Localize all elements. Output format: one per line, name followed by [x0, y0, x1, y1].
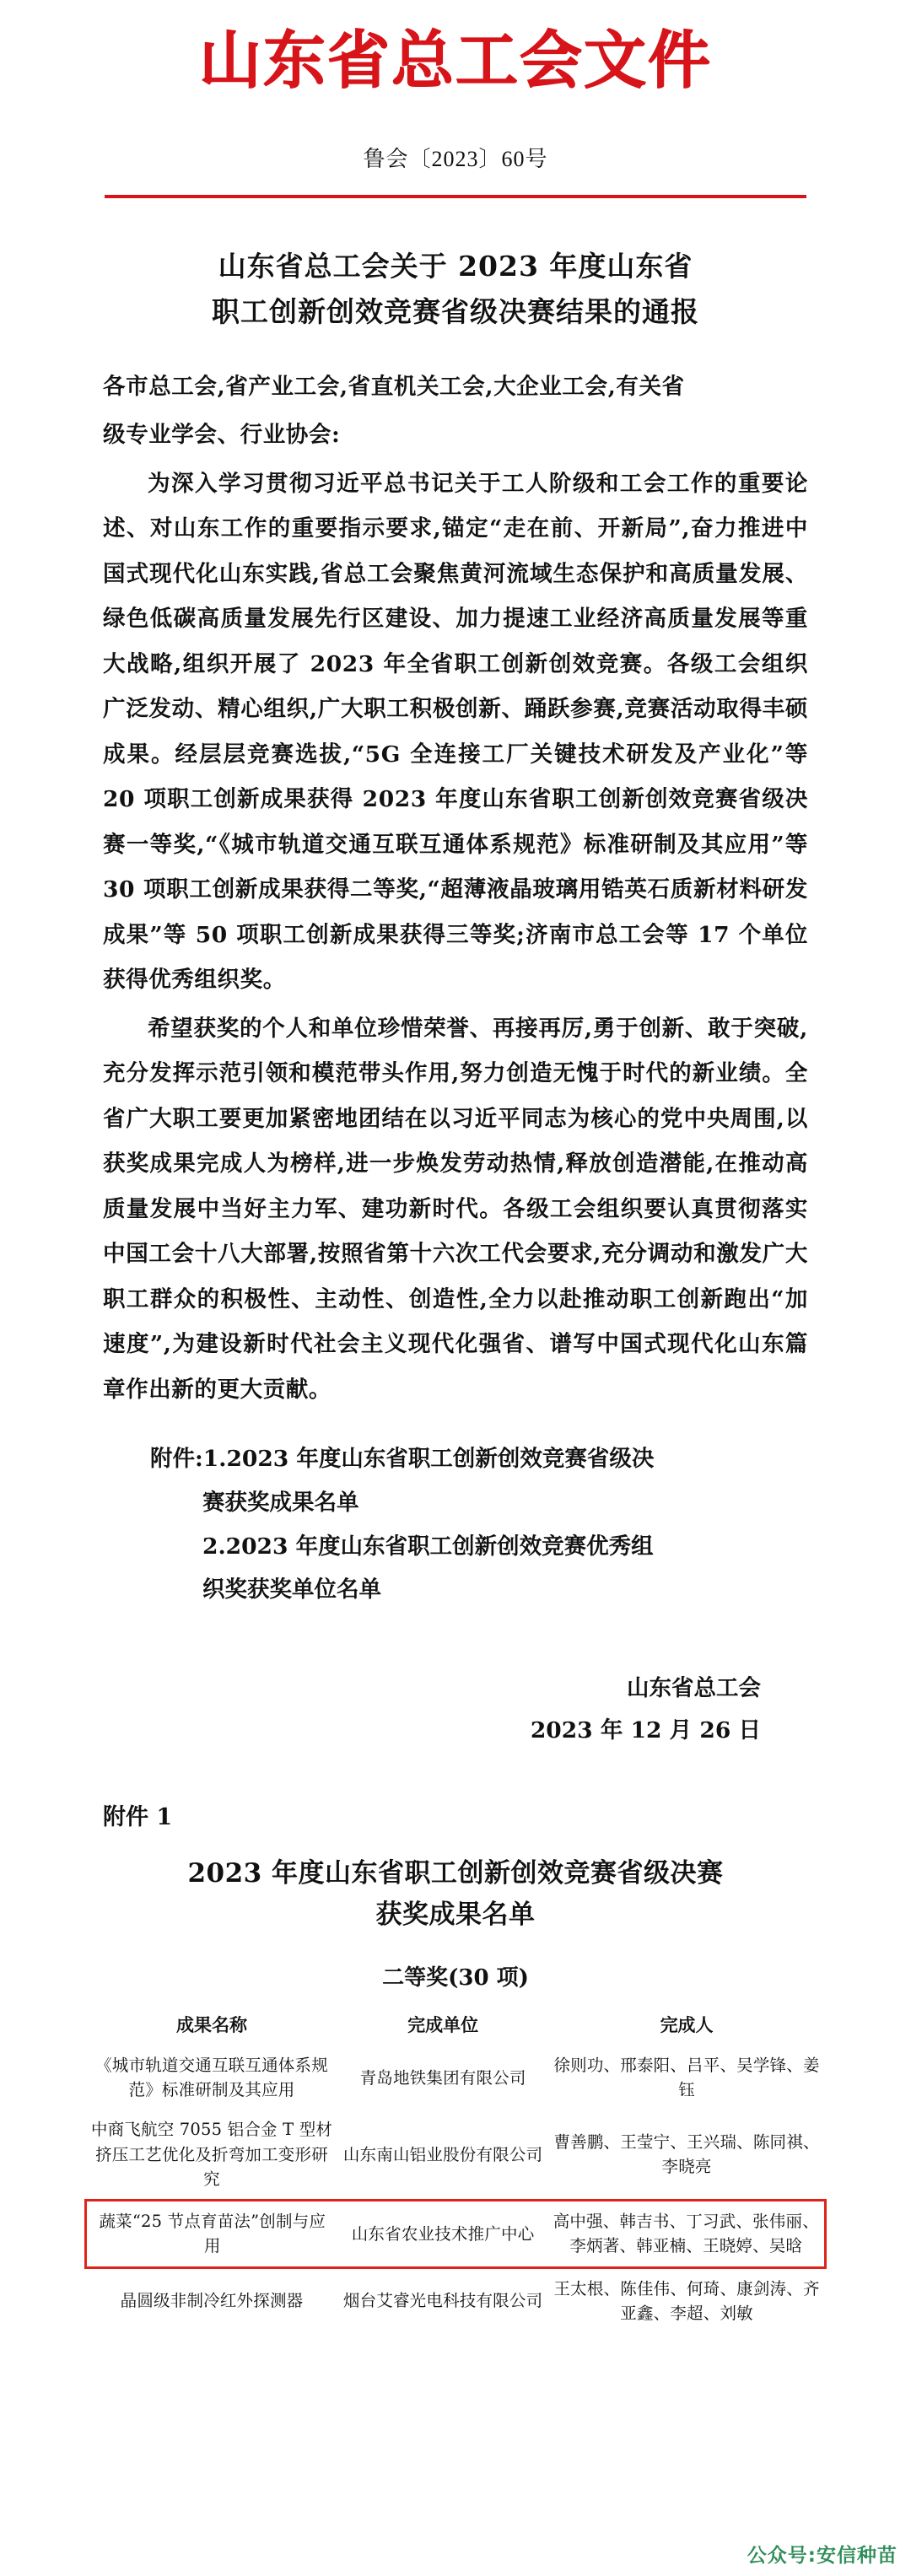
cell-result-unit: 山东南山铝业股份有限公司 [342, 2144, 543, 2164]
page-title [135, 244, 776, 336]
signature-date: 2023 年 12 月 26 日 [530, 1717, 761, 1744]
document-number: 鲁会〔2023〕60号 [363, 146, 548, 171]
masthead [0, 0, 911, 97]
masthead-title: 山东省总工会文件 [199, 24, 712, 97]
cell-result-people: 曹善鹏、王莹宁、王兴瑞、陈同祺、李晓亮 [553, 2132, 820, 2177]
results-table [84, 2005, 827, 2333]
column-header-people: 完成人 [660, 2013, 714, 2035]
table-row [86, 2045, 826, 2110]
attachment-title-line-1: 2023 年度山东省职工创新创效竞赛省级决赛 [187, 1857, 724, 1889]
page-title-line-1: 山东省总工会关于 2023 年度山东省 [218, 249, 693, 283]
attachment-reference-2: 2.2023 年度山东省职工创新创效竞赛优秀组 [202, 1533, 654, 1560]
cell-result-people: 王太根、陈佳伟、何琦、康剑涛、齐亚鑫、李超、刘敏 [553, 2278, 820, 2323]
table-row [86, 2110, 826, 2200]
table-row-highlighted [86, 2201, 826, 2268]
red-divider-rule [105, 195, 806, 198]
page-title-line-2: 职工创新创效竞赛省级决赛结果的通报 [212, 295, 699, 329]
cell-result-people: 高中强、韩吉书、丁习武、张伟丽、李炳著、韩亚楠、王晓婷、吴晗 [548, 2201, 826, 2268]
cell-result-unit: 青岛地铁集团有限公司 [359, 2067, 526, 2088]
signature-organization: 山东省总工会 [627, 1675, 761, 1702]
table-row [86, 2267, 826, 2333]
document-body [103, 336, 808, 1753]
attachment-title-line-2: 获奖成果名单 [375, 1900, 536, 1931]
watermark [747, 2540, 898, 2568]
watermark-text: 公众号:安信种苗 [747, 2545, 898, 2567]
attachment-reference-1-cont: 赛获奖成果名单 [202, 1490, 359, 1517]
cell-result-name: 蔬菜“25 节点育苗法”创制与应用 [86, 2201, 338, 2268]
table-header-row [86, 2005, 826, 2045]
cell-result-people: 徐则功、邢泰阳、吕平、吴学锋、姜钰 [553, 2055, 820, 2100]
cell-result-unit: 烟台艾睿光电科技有限公司 [342, 2291, 543, 2311]
cell-result-name: 《城市轨道交通互联互通体系规范》标准研制及其应用 [95, 2055, 328, 2100]
attachment-title [84, 1853, 827, 1937]
signature-block [103, 1668, 808, 1753]
cell-result-unit: 山东省农业技术推广中心 [338, 2201, 548, 2268]
cell-result-name: 中商飞航空 7055 铝合金 T 型材挤压工艺优化及折弯加工变形研究 [90, 2120, 333, 2189]
award-level-heading: 二等奖(30 项) [382, 1964, 529, 1991]
column-header-unit: 完成单位 [407, 2013, 479, 2035]
attachment-reference-list [103, 1437, 808, 1612]
attachment-tag: 附件 1 [103, 1803, 173, 1830]
attachment-reference-1: 附件:1.2023 年度山东省职工创新创效竞赛省级决 [150, 1446, 655, 1473]
body-paragraph-2: 希望获奖的个人和单位珍惜荣誉、再接再厉,勇于创新、敢于突破,充分发挥示范引领和模范带头作用,努力创造无愧于时代的新业绩。全省广大职工要更加紧密地团结在以习近平同志为核心的党中央周围,以获奖成果完成人为榜样,进一步焕发劳动热情,释放创造潜能,在推动高质量发展中当好主力军、建功新时代。各级工会组织要认真贯彻落实中国工会十八大部署,按照省第十六次工代会要求,充分调动和激发广大职工群众的积极性、主动性、创造性,全力以赴推动职工创新跑出“加速度”,为建设新时代社会主义现代化强省、谱写中国式现代化山东篇章作出新的更大贡献。 [103, 1015, 808, 1403]
column-header-name: 成果名称 [176, 2013, 248, 2035]
body-paragraph-1: 为深入学习贯彻习近平总书记关于工人阶级和工会工作的重要论述、对山东工作的重要指示要求,锚定“走在前、开新局”,奋力推进中国式现代化山东实践,省总工会聚焦黄河流域生态保护和高质量发展、绿色低碳高质量发展先行区建设、加力提速工业经济高质量发展等重大战略,组织开展了 2023 年全省职工创新创效竞赛。各级工会组织广泛发动、精心组织,广大职工积极创新、踊跃参赛,竞赛活动取得丰硕成果。经层层竞赛选拔,“5G 全连接工厂关键技术研发及产业化”等 20 项职工创新成果获得 2023 年度山东省职工创新创效竞赛省级决赛一等奖,“《城市轨道交通互联互通体系规范》标准研制及其应用”等 30 项职工创新成果获得二等奖,“超薄液晶玻璃用锆英石质新材料研发成果”等 50 项职工创新成果获得三等奖;济南市总工会等 17 个单位获得优秀组织奖。 [103, 470, 808, 994]
cell-result-name: 晶圆级非制冷红外探测器 [120, 2291, 304, 2311]
attachment-reference-2-cont: 织奖获奖单位名单 [202, 1576, 381, 1603]
salutation-line-2: 级专业学会、行业协会: [103, 422, 341, 449]
salutation-line-1: 各市总工会,省产业工会,省直机关工会,大企业工会,有关省 [103, 373, 685, 400]
